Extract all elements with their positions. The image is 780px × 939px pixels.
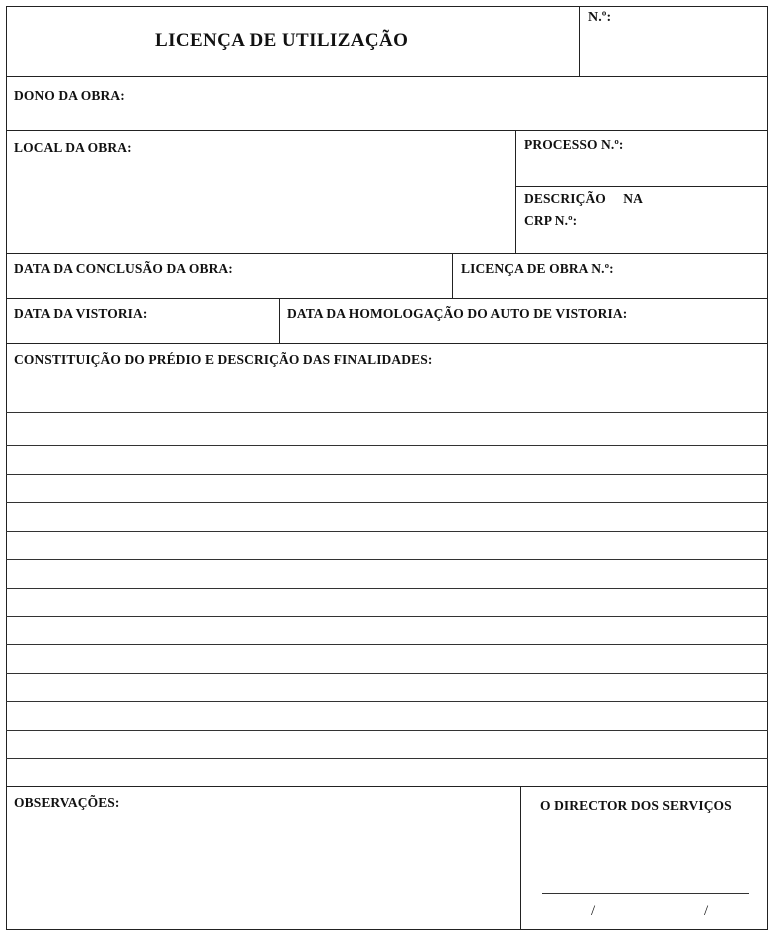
owner-label: DONO DA OBRA: — [14, 88, 125, 103]
works-license-label: LICENÇA DE OBRA N.º: — [461, 261, 614, 276]
location-divider — [515, 130, 516, 253]
number-label: N.º: — [588, 10, 612, 25]
process-bottom-line — [515, 186, 768, 187]
ruled-line — [6, 673, 768, 674]
ruled-line — [6, 730, 768, 731]
approval-date-label: DATA DA HOMOLOGAÇÃO DO AUTO DE VISTORIA: — [287, 306, 628, 321]
ruled-line — [6, 616, 768, 617]
location-label: LOCAL DA OBRA: — [14, 140, 132, 155]
ruled-line — [6, 412, 768, 413]
date-slash-1: / — [591, 903, 596, 919]
inspection-date-label: DATA DA VISTORIA: — [14, 306, 148, 321]
process-label: PROCESSO N.º: — [524, 137, 624, 152]
ruled-line — [6, 502, 768, 503]
ruled-line — [6, 588, 768, 589]
ruled-line — [6, 531, 768, 532]
location-bottom-line — [6, 253, 768, 254]
ruled-line — [6, 701, 768, 702]
ruled-line — [6, 758, 768, 759]
completion-bottom-line — [6, 298, 768, 299]
header-bottom-line — [6, 76, 768, 77]
director-label: O DIRECTOR DOS SERVIÇOS — [540, 798, 732, 813]
ruled-line — [6, 474, 768, 475]
inspection-bottom-line — [6, 343, 768, 344]
building-description-label: CONSTITUIÇÃO DO PRÉDIO E DESCRIÇÃO DAS FINALIDADES: — [14, 352, 433, 367]
completion-divider — [452, 253, 453, 298]
ruled-line — [6, 445, 768, 446]
ruled-line — [6, 559, 768, 560]
form-title: LICENÇA DE UTILIZAÇÃO — [155, 30, 409, 51]
description-bottom-line — [6, 786, 768, 787]
completion-date-label: DATA DA CONCLUSÃO DA OBRA: — [14, 261, 233, 276]
ruled-line — [6, 644, 768, 645]
observations-label: OBSERVAÇÕES: — [14, 795, 120, 810]
owner-bottom-line — [6, 130, 768, 131]
date-slash-2: / — [704, 903, 709, 919]
inspection-divider — [279, 298, 280, 343]
observations-divider — [520, 786, 521, 930]
crp-label-line2: CRP N.º: — [524, 213, 578, 228]
signature-line — [542, 893, 749, 894]
crp-label-line1: DESCRIÇÃO NA — [524, 191, 643, 206]
header-divider — [579, 6, 580, 76]
